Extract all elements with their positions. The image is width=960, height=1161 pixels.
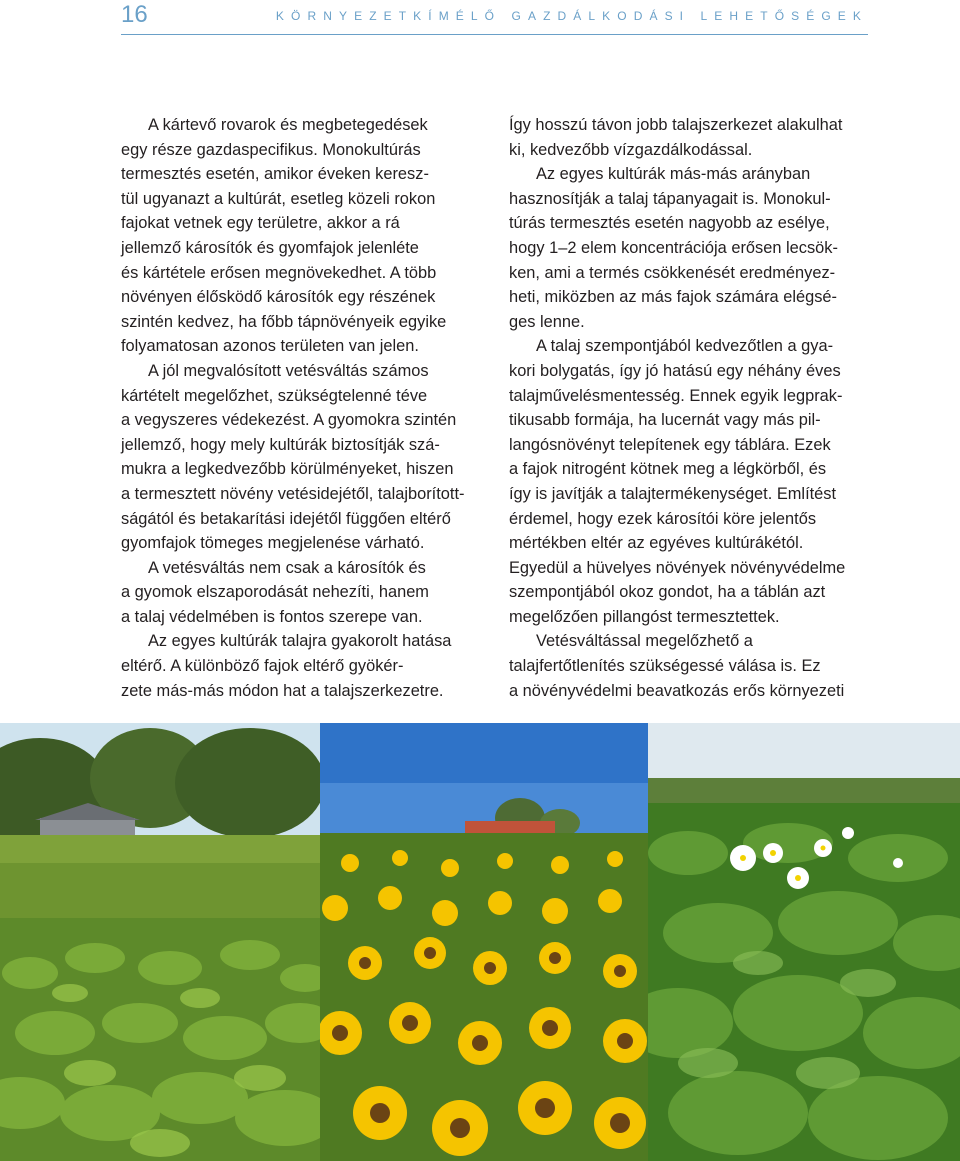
text-line: folyamatosan azonos területen van jelen. bbox=[121, 337, 419, 356]
text-line: ken, ami a termés csökkenését eredményez- bbox=[509, 263, 836, 282]
text-line: így is javítják a talajtermékenységet. Említést bbox=[509, 484, 837, 503]
text-line: ságától és betakarítási idejétől függően eltérő bbox=[121, 509, 451, 528]
text-line: szintén kedvez, ha főbb tápnövényeik egyike bbox=[121, 312, 447, 331]
text-line: Az egyes kultúrák más-más arányban bbox=[536, 165, 811, 184]
page-header bbox=[0, 0, 960, 40]
text-line: növényen élősködő károsítók egy részének bbox=[121, 288, 436, 307]
text-line: mértékben eltér az egyéves kultúrákétól. bbox=[509, 534, 804, 553]
text-line: túrás termesztés esetén nagyobb az esélye, bbox=[509, 214, 830, 233]
text-line: Az egyes kultúrák talajra gyakorolt hatása bbox=[148, 632, 452, 651]
text-line: A vetésváltás nem csak a károsítók és bbox=[148, 558, 426, 577]
text-line: A talaj szempontjából kedvezőtlen a gya- bbox=[536, 337, 834, 356]
text-line: zete más-más módon hat a talajszerkezetre. bbox=[121, 681, 444, 700]
text-line: tül ugyanazt a kultúrát, esetleg közeli rokon bbox=[121, 189, 436, 208]
text-line: egy része gazdaspecifikus. Monokultúrás bbox=[121, 140, 421, 159]
right-text-column bbox=[509, 113, 871, 703]
text-line: mukra a legkedvezőbb körülményeket, hiszen bbox=[121, 460, 454, 479]
text-line: hasznosítják a talaj tápanyagait is. Monokul- bbox=[509, 189, 831, 208]
text-line: Vetésváltással megelőzhető a bbox=[536, 632, 753, 651]
text-line: a gyomok elszaporodását nehezíti, hanem bbox=[121, 583, 429, 602]
text-line: szempontjából okoz gondot, ha a táblán azt bbox=[509, 583, 826, 602]
text-line: gyomfajok tömeges megjelenése várható. bbox=[121, 534, 425, 553]
text-line: kártételt megelőzhet, szükségtelenné téve bbox=[121, 386, 428, 405]
text-line: jellemző, hogy mely kultúrák biztosítják szá- bbox=[121, 435, 440, 454]
text-line: a növényvédelmi beavatkozás erős környezeti bbox=[509, 681, 845, 700]
text-line: termesztés esetén, amikor éveken keresz- bbox=[121, 165, 429, 184]
text-line: talajművelésmentesség. Ennek egyik legprak- bbox=[509, 386, 843, 405]
potato-field-photo bbox=[648, 723, 960, 1161]
text-line: ki, kedvezőbb vízgazdálkodással. bbox=[509, 140, 753, 159]
text-line: langósnövényt telepítenek egy táblára. Ezek bbox=[509, 435, 831, 454]
text-line: eltérő. A különböző fajok eltérő gyökér- bbox=[121, 657, 404, 676]
text-line: jellemző károsítók és gyomfajok jelenléte bbox=[121, 238, 419, 257]
text-line: Egyedül a hüvelyes növények növényvédelme bbox=[509, 558, 846, 577]
text-line: Így hosszú távon jobb talajszerkezet alakulhat bbox=[509, 116, 843, 134]
text-line: kori bolygatás, így jó hatású egy néhány éves bbox=[509, 361, 841, 380]
soybean-field-photo bbox=[0, 723, 320, 1161]
text-line: a termesztett növény vetésidejétől, talajborított- bbox=[121, 484, 465, 503]
text-line: A jól megvalósított vetésváltás számos bbox=[148, 361, 429, 380]
header-rule bbox=[121, 34, 868, 35]
photo-strip bbox=[0, 723, 960, 1161]
text-line: ges lenne. bbox=[509, 312, 585, 331]
text-line: a vegyszeres védekezést. A gyomokra szintén bbox=[121, 411, 457, 430]
text-line: érdemel, hogy ezek károsítói köre jelentős bbox=[509, 509, 817, 528]
text-line: heti, miközben az más fajok számára elégsé- bbox=[509, 288, 837, 307]
left-text-column bbox=[121, 113, 483, 703]
text-line: a talaj védelmében is fontos szerepe van. bbox=[121, 607, 423, 626]
sunflower-field-photo bbox=[320, 723, 648, 1161]
text-line: hogy 1–2 elem koncentrációja erősen lecsök- bbox=[509, 238, 838, 257]
text-line: tikusabb formája, ha lucernát vagy más pil- bbox=[509, 411, 821, 430]
text-line: és kártétele erősen megnövekedhet. A több bbox=[121, 263, 437, 282]
text-line: a fajok nitrogént kötnek meg a légkörből, és bbox=[509, 460, 827, 479]
text-line: megelőzően pillangóst termesztettek. bbox=[509, 607, 780, 626]
text-line: A kártevő rovarok és megbetegedések bbox=[148, 116, 428, 134]
text-line: talajfertőtlenítés szükségessé válása is. Ez bbox=[509, 657, 821, 676]
text-line: fajokat vetnek egy területre, akkor a rá bbox=[121, 214, 400, 233]
page-number: 16 bbox=[121, 1, 148, 28]
running-title: KÖRNYEZETKÍMÉLŐ GAZDÁLKODÁSI LEHETŐSÉGEK bbox=[275, 9, 868, 23]
